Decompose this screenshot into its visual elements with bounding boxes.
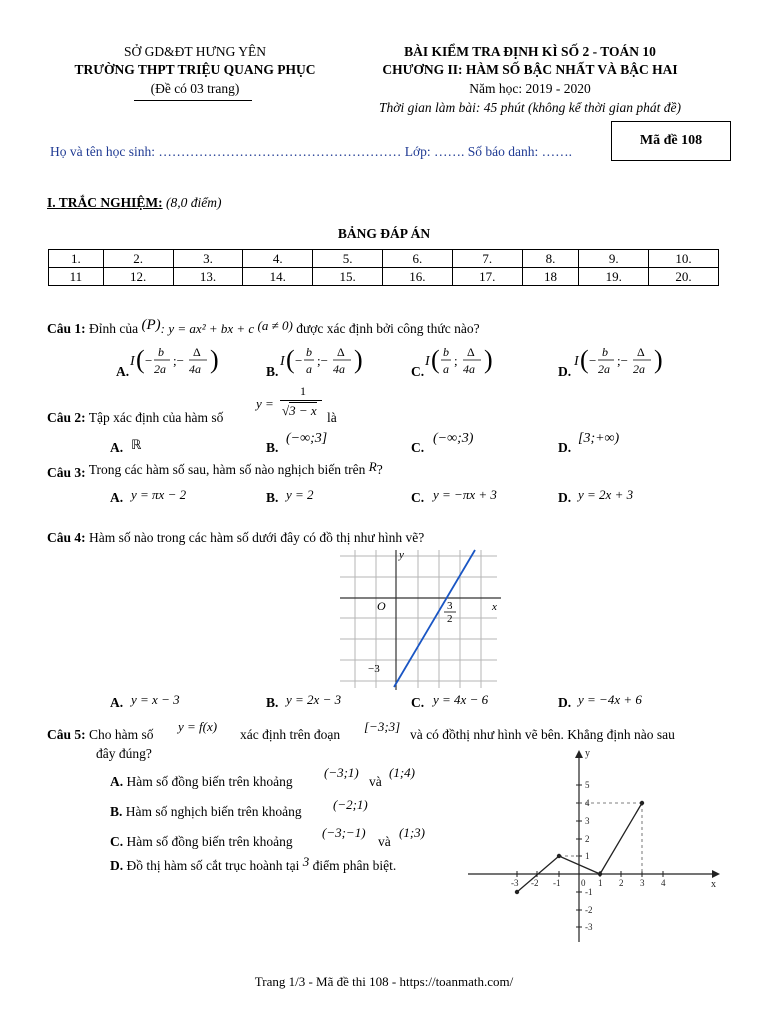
q5-ytick: -3 bbox=[585, 922, 593, 932]
q2-radicand: 3 − x bbox=[289, 403, 317, 418]
answer-cell: 10. bbox=[649, 250, 719, 268]
q5-point bbox=[640, 801, 644, 805]
answer-cell: 12. bbox=[103, 268, 173, 286]
q5-text-4: đây đúng? bbox=[96, 746, 152, 761]
q5-point bbox=[557, 854, 561, 858]
svg-text:(: ( bbox=[431, 345, 440, 374]
q1-label: Câu 1: bbox=[47, 321, 86, 336]
q5-graph bbox=[466, 744, 726, 944]
q5-option-a-interval-2: (1;4) bbox=[389, 765, 415, 780]
answer-cell: 15. bbox=[313, 268, 383, 286]
svg-text:4a: 4a bbox=[463, 362, 475, 376]
section-heading bbox=[47, 195, 222, 211]
svg-text:Δ: Δ bbox=[337, 345, 345, 359]
q5-ytick: -2 bbox=[585, 905, 593, 915]
school-name: TRƯỜNG THPT TRIỆU QUANG PHỤC bbox=[74, 62, 316, 77]
q2-text: Tập xác định của hàm số bbox=[88, 410, 224, 425]
q5-option-a bbox=[110, 774, 293, 790]
q5-option-c bbox=[110, 834, 293, 850]
q5-option-c-label: C. bbox=[110, 834, 124, 849]
q5-ytick: -1 bbox=[585, 887, 593, 897]
q1-option-b-label: B. bbox=[266, 364, 279, 379]
q2-option-c: (−∞;3) bbox=[433, 431, 474, 446]
q3-qmark: ? bbox=[376, 462, 383, 477]
q5-text-1: Cho hàm số bbox=[89, 727, 154, 742]
svg-text:b: b bbox=[443, 345, 449, 359]
q1-text-end: được xác định bởi công thức nào? bbox=[296, 321, 480, 336]
q4-option-c-label: C. bbox=[411, 695, 425, 710]
q4-grid bbox=[340, 550, 497, 688]
svg-text:−: − bbox=[589, 353, 597, 368]
q1-text: Đỉnh của bbox=[89, 321, 139, 336]
svg-text:I: I bbox=[425, 354, 430, 369]
q5-option-b bbox=[110, 804, 302, 820]
q5-option-b-interval: (−2;1) bbox=[333, 797, 368, 812]
svg-text:;−: ;− bbox=[173, 353, 184, 368]
q1-option-c-label: C. bbox=[411, 364, 425, 379]
q1-colon: : bbox=[160, 321, 165, 336]
table-row bbox=[49, 250, 719, 268]
q4-xtick-den: 2 bbox=[447, 613, 453, 625]
q4-origin-label: O bbox=[377, 599, 386, 613]
svg-text:I: I bbox=[574, 354, 579, 369]
q4-ytick-neg3: −3 bbox=[368, 663, 380, 675]
q5-option-d-text-end: điểm phân biệt. bbox=[312, 858, 397, 873]
answer-cell: 13. bbox=[173, 268, 243, 286]
svg-text:a: a bbox=[306, 362, 312, 376]
svg-text:b: b bbox=[306, 345, 312, 359]
svg-text:2a: 2a bbox=[154, 362, 166, 376]
svg-text:a: a bbox=[443, 362, 449, 376]
q1-option-a bbox=[128, 343, 224, 379]
student-info-line: Họ và tên học sinh: ……………………………………………… Lớp: ……. Số báo danh: ……. bbox=[50, 144, 572, 159]
answer-cell: 20. bbox=[649, 268, 719, 286]
dept-name: SỞ GD&ĐT HƯNG YÊN bbox=[123, 44, 267, 59]
q4-text: Hàm số nào trong các hàm số dưới đây có đồ thị như hình vẽ? bbox=[89, 530, 425, 545]
answer-cell: 3. bbox=[173, 250, 243, 268]
q3-option-d: y = 2x + 3 bbox=[578, 487, 634, 502]
q5-origin-label: 0 bbox=[581, 878, 586, 888]
exam-code: Mã đề 108 bbox=[639, 133, 703, 148]
q2-option-d: [3;+∞) bbox=[578, 431, 620, 446]
q1-equation: y = ax² + bx + c bbox=[168, 321, 255, 336]
answer-cell: 2. bbox=[103, 250, 173, 268]
answer-cell: 9. bbox=[579, 250, 649, 268]
svg-text:−: − bbox=[145, 353, 153, 368]
time-limit: Thời gian làm bài: 45 phút (không kể thời gian phát đề) bbox=[378, 100, 681, 115]
q5-option-b-text: Hàm số nghịch biến trên khoảng bbox=[125, 804, 302, 819]
page-footer: Trang 1/3 - Mã đề thi 108 - https://toanmath.com/ bbox=[254, 974, 514, 989]
q5-option-d bbox=[110, 854, 397, 874]
answer-cell: 1. bbox=[49, 250, 104, 268]
q3-option-a: y = πx − 2 bbox=[131, 487, 187, 502]
q5-option-c-interval-2: (1;3) bbox=[399, 825, 425, 840]
svg-text:(: ( bbox=[136, 345, 145, 374]
q5-x-arrow bbox=[712, 870, 720, 878]
svg-text:): ) bbox=[484, 345, 493, 374]
q3-option-b-label: B. bbox=[266, 490, 279, 505]
q5-domain: [−3;3] bbox=[364, 719, 401, 734]
question-2 bbox=[47, 410, 223, 426]
q5-option-a-and: và bbox=[369, 774, 382, 789]
svg-text:;−: ;− bbox=[617, 353, 628, 368]
q5-ytick: 1 bbox=[585, 851, 590, 861]
q2-option-b: (−∞;3] bbox=[286, 431, 328, 446]
q3-option-b: y = 2 bbox=[286, 487, 314, 502]
q5-option-a-label: A. bbox=[110, 774, 124, 789]
q4-option-d-label: D. bbox=[558, 695, 572, 710]
svg-text:;−: ;− bbox=[317, 353, 328, 368]
answer-cell: 17. bbox=[452, 268, 522, 286]
svg-text:b: b bbox=[158, 345, 164, 359]
q3-option-d-label: D. bbox=[558, 490, 572, 505]
q5-option-d-count: 3 bbox=[302, 854, 310, 869]
q5-xtick: 2 bbox=[619, 878, 624, 888]
header-underline bbox=[134, 100, 252, 101]
q1-condition: (a ≠ 0) bbox=[257, 318, 293, 333]
q5-option-d-label: D. bbox=[110, 858, 124, 873]
q1-option-b bbox=[278, 343, 368, 379]
answer-cell: 7. bbox=[452, 250, 522, 268]
q5-option-c-interval-1: (−3;−1) bbox=[322, 825, 366, 840]
pages-note: (Đề có 03 trang) bbox=[150, 81, 240, 96]
svg-text:;: ; bbox=[454, 353, 458, 368]
answer-cell: 18 bbox=[522, 268, 579, 286]
q4-option-b-label: B. bbox=[266, 695, 279, 710]
q4-label: Câu 4: bbox=[47, 530, 86, 545]
q2-numerator: 1 bbox=[300, 384, 306, 398]
svg-text:Δ: Δ bbox=[637, 345, 645, 359]
q3-label: Câu 3: bbox=[47, 465, 86, 480]
q3-option-c: y = −πx + 3 bbox=[433, 487, 497, 502]
answer-cell: 11 bbox=[49, 268, 104, 286]
q5-option-b-label: B. bbox=[110, 804, 123, 819]
q5-ytick: 3 bbox=[585, 816, 590, 826]
q2-fraction-bar bbox=[280, 400, 322, 401]
q5-function: y = f(x) bbox=[178, 719, 218, 734]
q5-guides bbox=[559, 803, 642, 874]
q5-x-label: x bbox=[711, 879, 716, 890]
answer-cell: 19. bbox=[579, 268, 649, 286]
q2-text-end: là bbox=[327, 410, 337, 425]
answer-cell: 4. bbox=[243, 250, 313, 268]
svg-text:2a: 2a bbox=[633, 362, 645, 376]
svg-text:Δ: Δ bbox=[467, 345, 475, 359]
table-row bbox=[49, 268, 719, 286]
q1-option-c bbox=[423, 343, 503, 379]
q2-option-c-label: C. bbox=[411, 440, 425, 455]
section-label: I. TRẮC NGHIỆM: bbox=[47, 195, 163, 210]
svg-text:(: ( bbox=[580, 345, 589, 374]
answer-cell: 14. bbox=[243, 268, 313, 286]
q4-x-label: x bbox=[492, 601, 497, 613]
answer-cell: 5. bbox=[313, 250, 383, 268]
q5-xtick: 3 bbox=[640, 878, 645, 888]
svg-text:I: I bbox=[130, 354, 135, 369]
svg-text:I: I bbox=[280, 354, 285, 369]
q5-option-c-and: và bbox=[378, 834, 391, 849]
q5-text-3: và có đồthị như hình vẽ bên. Khẳng định nào sau bbox=[410, 727, 675, 742]
answer-table-title: BẢNG ĐÁP ÁN bbox=[337, 226, 431, 241]
svg-text:): ) bbox=[210, 345, 219, 374]
q5-xtick: 1 bbox=[598, 878, 603, 888]
question-5 bbox=[47, 727, 154, 743]
q4-option-a-label: A. bbox=[110, 695, 124, 710]
q5-option-c-text: Hàm số đồng biến trên khoảng bbox=[126, 834, 293, 849]
question-1 bbox=[47, 317, 480, 338]
q4-graph bbox=[335, 548, 507, 690]
q3-text: Trong các hàm số sau, hàm số nào nghịch biến trên bbox=[88, 462, 366, 477]
svg-text:4a: 4a bbox=[189, 362, 201, 376]
q5-xtick: -2 bbox=[531, 878, 539, 888]
svg-text:): ) bbox=[654, 345, 663, 374]
q5-option-d-text: Đồ thị hàm số cắt trục hoành tại bbox=[126, 858, 300, 873]
q3-option-c-label: C. bbox=[411, 490, 425, 505]
answer-cell: 8. bbox=[522, 250, 579, 268]
answer-table bbox=[48, 249, 719, 286]
q3-r: R bbox=[368, 459, 377, 474]
q2-option-a: ℝ bbox=[131, 438, 142, 453]
section-points: (8,0 điểm) bbox=[166, 195, 222, 210]
q4-option-a: y = x − 3 bbox=[131, 692, 180, 707]
question-3 bbox=[47, 459, 383, 481]
answer-cell: 16. bbox=[383, 268, 453, 286]
q5-point bbox=[598, 872, 602, 876]
school-year: Năm học: 2019 - 2020 bbox=[469, 81, 591, 96]
svg-text:Δ: Δ bbox=[193, 345, 201, 359]
q4-option-d: y = −4x + 6 bbox=[578, 692, 642, 707]
q1-option-a-label: A. bbox=[116, 364, 130, 379]
svg-text:): ) bbox=[354, 345, 363, 374]
q3-option-a-label: A. bbox=[110, 490, 124, 505]
q5-ytick: 2 bbox=[585, 834, 590, 844]
q5-point bbox=[515, 890, 519, 894]
svg-text:b: b bbox=[602, 345, 608, 359]
q2-option-a-label: A. bbox=[110, 440, 124, 455]
question-4 bbox=[47, 530, 424, 546]
q5-option-a-text: Hàm số đồng biến trên khoảng bbox=[126, 774, 293, 789]
q5-xtick: -1 bbox=[553, 878, 561, 888]
q5-y-arrow bbox=[575, 750, 583, 758]
q2-option-d-label: D. bbox=[558, 440, 572, 455]
q5-text-2: xác định trên đoạn bbox=[240, 727, 341, 742]
q2-label: Câu 2: bbox=[47, 410, 86, 425]
exam-code-box bbox=[611, 121, 731, 161]
q2-y: y = bbox=[256, 396, 274, 411]
chapter-title: CHƯƠNG II: HÀM SỐ BẬC NHẤT VÀ BẬC HAI bbox=[382, 62, 678, 77]
q5-xtick: 4 bbox=[661, 878, 666, 888]
q4-y-label: y bbox=[399, 549, 404, 561]
svg-text:2a: 2a bbox=[598, 362, 610, 376]
svg-text:4a: 4a bbox=[333, 362, 345, 376]
q5-ytick: 5 bbox=[585, 780, 590, 790]
q5-option-a-interval-1: (−3;1) bbox=[324, 765, 359, 780]
q4-option-b: y = 2x − 3 bbox=[286, 692, 342, 707]
exam-title: BÀI KIỂM TRA ĐỊNH KÌ SỐ 2 - TOÁN 10 bbox=[404, 44, 656, 59]
q2-option-b-label: B. bbox=[266, 440, 279, 455]
svg-text:(: ( bbox=[286, 345, 295, 374]
q5-y-label: y bbox=[585, 748, 590, 759]
svg-text:−: − bbox=[295, 353, 303, 368]
q1-parabola: (P) bbox=[141, 317, 161, 333]
q4-xtick-num: 3 bbox=[447, 600, 453, 612]
q4-option-c: y = 4x − 6 bbox=[433, 692, 489, 707]
q2-denominator: √3 − x bbox=[282, 403, 317, 418]
q5-label: Câu 5: bbox=[47, 727, 86, 742]
q5-xtick: -3 bbox=[511, 878, 519, 888]
q1-option-d-label: D. bbox=[558, 364, 572, 379]
q5-ytick: 4 bbox=[585, 798, 590, 808]
q1-option-d bbox=[572, 343, 672, 379]
answer-cell: 6. bbox=[383, 250, 453, 268]
